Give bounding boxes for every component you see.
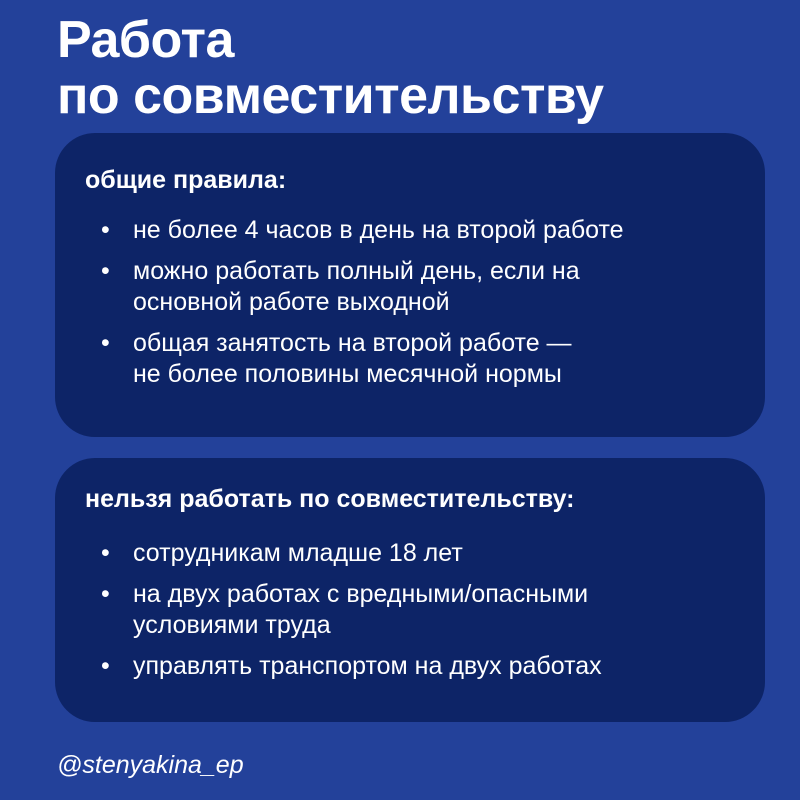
bullet-icon: • [101, 539, 110, 567]
list-item: • можно работать полный день, если на основной работе выходной [101, 257, 580, 316]
card-heading: общие правила: [85, 166, 287, 194]
title-line-1: Работа [57, 11, 234, 69]
card-heading: нельзя работать по совместительству: [85, 485, 575, 513]
list-item: • общая занятость на второй работе — не более половины месячной нормы [101, 329, 572, 388]
general-rules-card [55, 133, 765, 437]
list-item: • на двух работах с вредными/опасными условиями труда [101, 580, 589, 639]
title-line-2: по совместительству [57, 67, 604, 125]
list-item: • не более 4 часов в день на второй работе [101, 216, 624, 244]
bullet-icon: • [101, 652, 110, 680]
author-handle: @stenyakina_ep [57, 751, 244, 779]
restrictions-list [101, 538, 745, 692]
rules-list [101, 215, 745, 400]
bullet-icon: • [101, 216, 110, 244]
page-title [57, 12, 604, 124]
bullet-icon: • [101, 329, 110, 357]
bullet-icon: • [101, 580, 110, 608]
list-item: • сотрудникам младше 18 лет [101, 539, 463, 567]
list-item: • управлять транспортом на двух работах [101, 652, 602, 680]
bullet-icon: • [101, 257, 110, 285]
restrictions-card [55, 458, 765, 722]
